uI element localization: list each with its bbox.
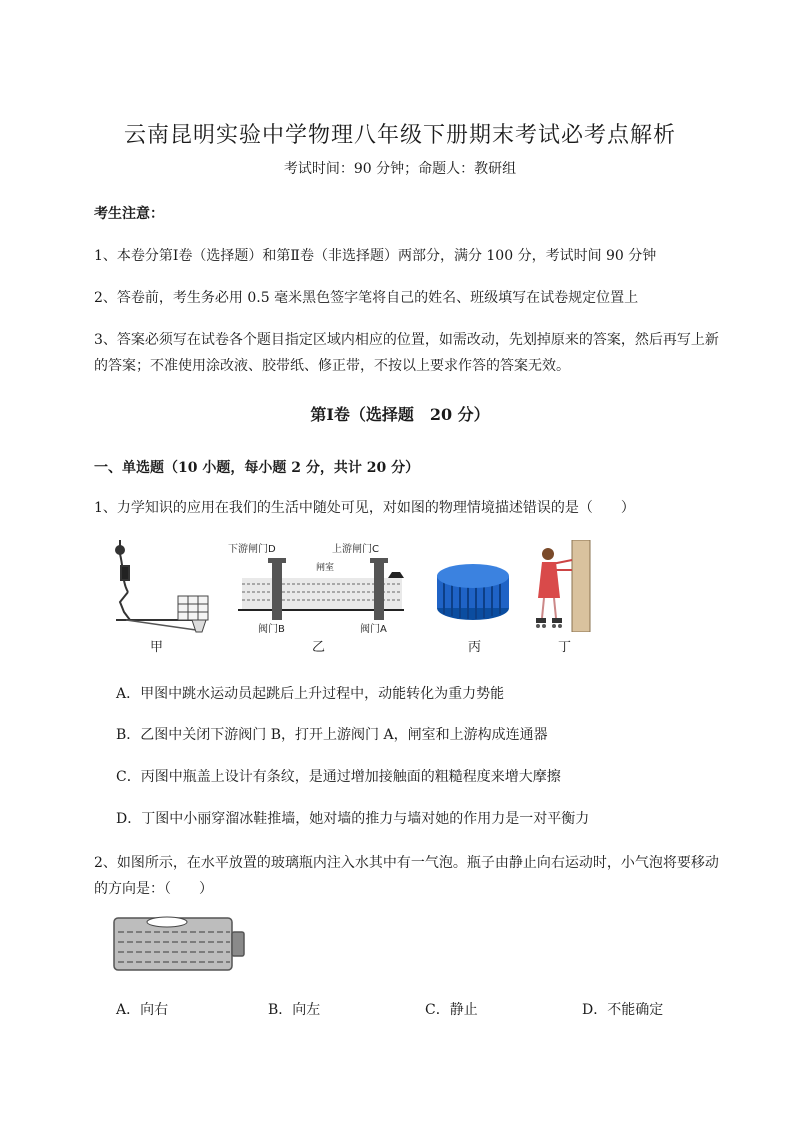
- lock-label-valve-b: 阀门B: [258, 624, 285, 635]
- boat-icon: [388, 572, 404, 578]
- board-stand: [178, 596, 208, 632]
- lock-label-valve-a: 阀门A: [360, 624, 387, 635]
- q1-option-a[interactable]: A．甲图中跳水运动员起跳后上升过程中，动能转化为重力势能: [116, 686, 505, 702]
- q1-stem: 1、力学知识的应用在我们的生活中随处可见，对如图的物理情境描述错误的是（ ）: [94, 500, 635, 516]
- part-heading: 一、单选题（10 小题，每小题 2 分，共计 20 分）: [94, 460, 420, 476]
- notice-item-3-cont: 的答案；不准使用涂改液、胶带纸、修正带，不按以上要求作答的答案无效。: [94, 358, 570, 374]
- page-title: 云南昆明实验中学物理八年级下册期末考试必考点解析: [123, 123, 676, 148]
- q1-option-d[interactable]: D．丁图中小丽穿溜冰鞋推墙，她对墙的推力与墙对她的作用力是一对平衡力: [116, 811, 590, 827]
- q2-option-d[interactable]: D．不能确定: [582, 1002, 664, 1018]
- lock-label-chamber: 闸室: [316, 563, 335, 573]
- q2-stem-line2: 的方向是：（ ）: [94, 881, 213, 897]
- lock-label-upstream-gate: 上游闸门C: [332, 544, 379, 555]
- figure-glass-bottle: [112, 912, 248, 974]
- diver-person-icon: [116, 540, 130, 620]
- section-title: 第Ⅰ卷（选择题 20 分）: [310, 405, 490, 424]
- notice-item-1: 1、本卷分第Ⅰ卷（选择题）和第Ⅱ卷（非选择题）两部分，满分 100 分，考试时间 90 分钟: [94, 248, 657, 264]
- girl-person-icon: [536, 548, 572, 628]
- wall: [572, 540, 590, 632]
- figure-label-bing: 丙: [468, 640, 482, 655]
- figure-ship-lock: [228, 538, 408, 636]
- cap-top: [437, 564, 509, 588]
- air-bubble: [147, 917, 187, 927]
- notice-item-3: 3、答案必须写在试卷各个题目指定区域内相应的位置，如需改动，先划掉原来的答案，然后再写上新: [94, 332, 719, 348]
- notice-heading: 考生注意：: [94, 206, 164, 222]
- figure-diver: [106, 540, 216, 635]
- q2-option-c[interactable]: C．静止: [425, 1002, 478, 1018]
- figure-label-yi: 乙: [312, 640, 326, 655]
- figure-label-ding: 丁: [558, 640, 572, 655]
- lock-label-downstream-gate: 下游闸门D: [228, 544, 276, 555]
- q1-option-c[interactable]: C．丙图中瓶盖上设计有条纹，是通过增加接触面的粗糙程度来增大摩擦: [116, 769, 561, 785]
- bottle-cap: [232, 932, 244, 956]
- page-subtitle: 考试时间：90 分钟；命题人：教研组: [283, 161, 517, 177]
- q1-option-b[interactable]: B．乙图中关闭下游阀门 B，打开上游阀门 A，闸室和上游构成连通器: [116, 727, 548, 743]
- figure-girl-pushing-wall: [532, 540, 592, 632]
- q2-stem-line1: 2、如图所示，在水平放置的玻璃瓶内注入水其中有一气泡。瓶子由静止向右运动时，小气泡将要移动: [94, 855, 719, 871]
- figure-bottle-cap: [432, 558, 514, 624]
- notice-item-2: 2、答卷前，考生务必用 0.5 毫米黑色签字笔将自己的姓名、班级填写在试卷规定位置上: [94, 290, 639, 306]
- q2-option-b[interactable]: B．向左: [268, 1002, 321, 1018]
- figure-label-jia: 甲: [150, 640, 164, 655]
- q2-option-a[interactable]: A．向右: [116, 1002, 169, 1018]
